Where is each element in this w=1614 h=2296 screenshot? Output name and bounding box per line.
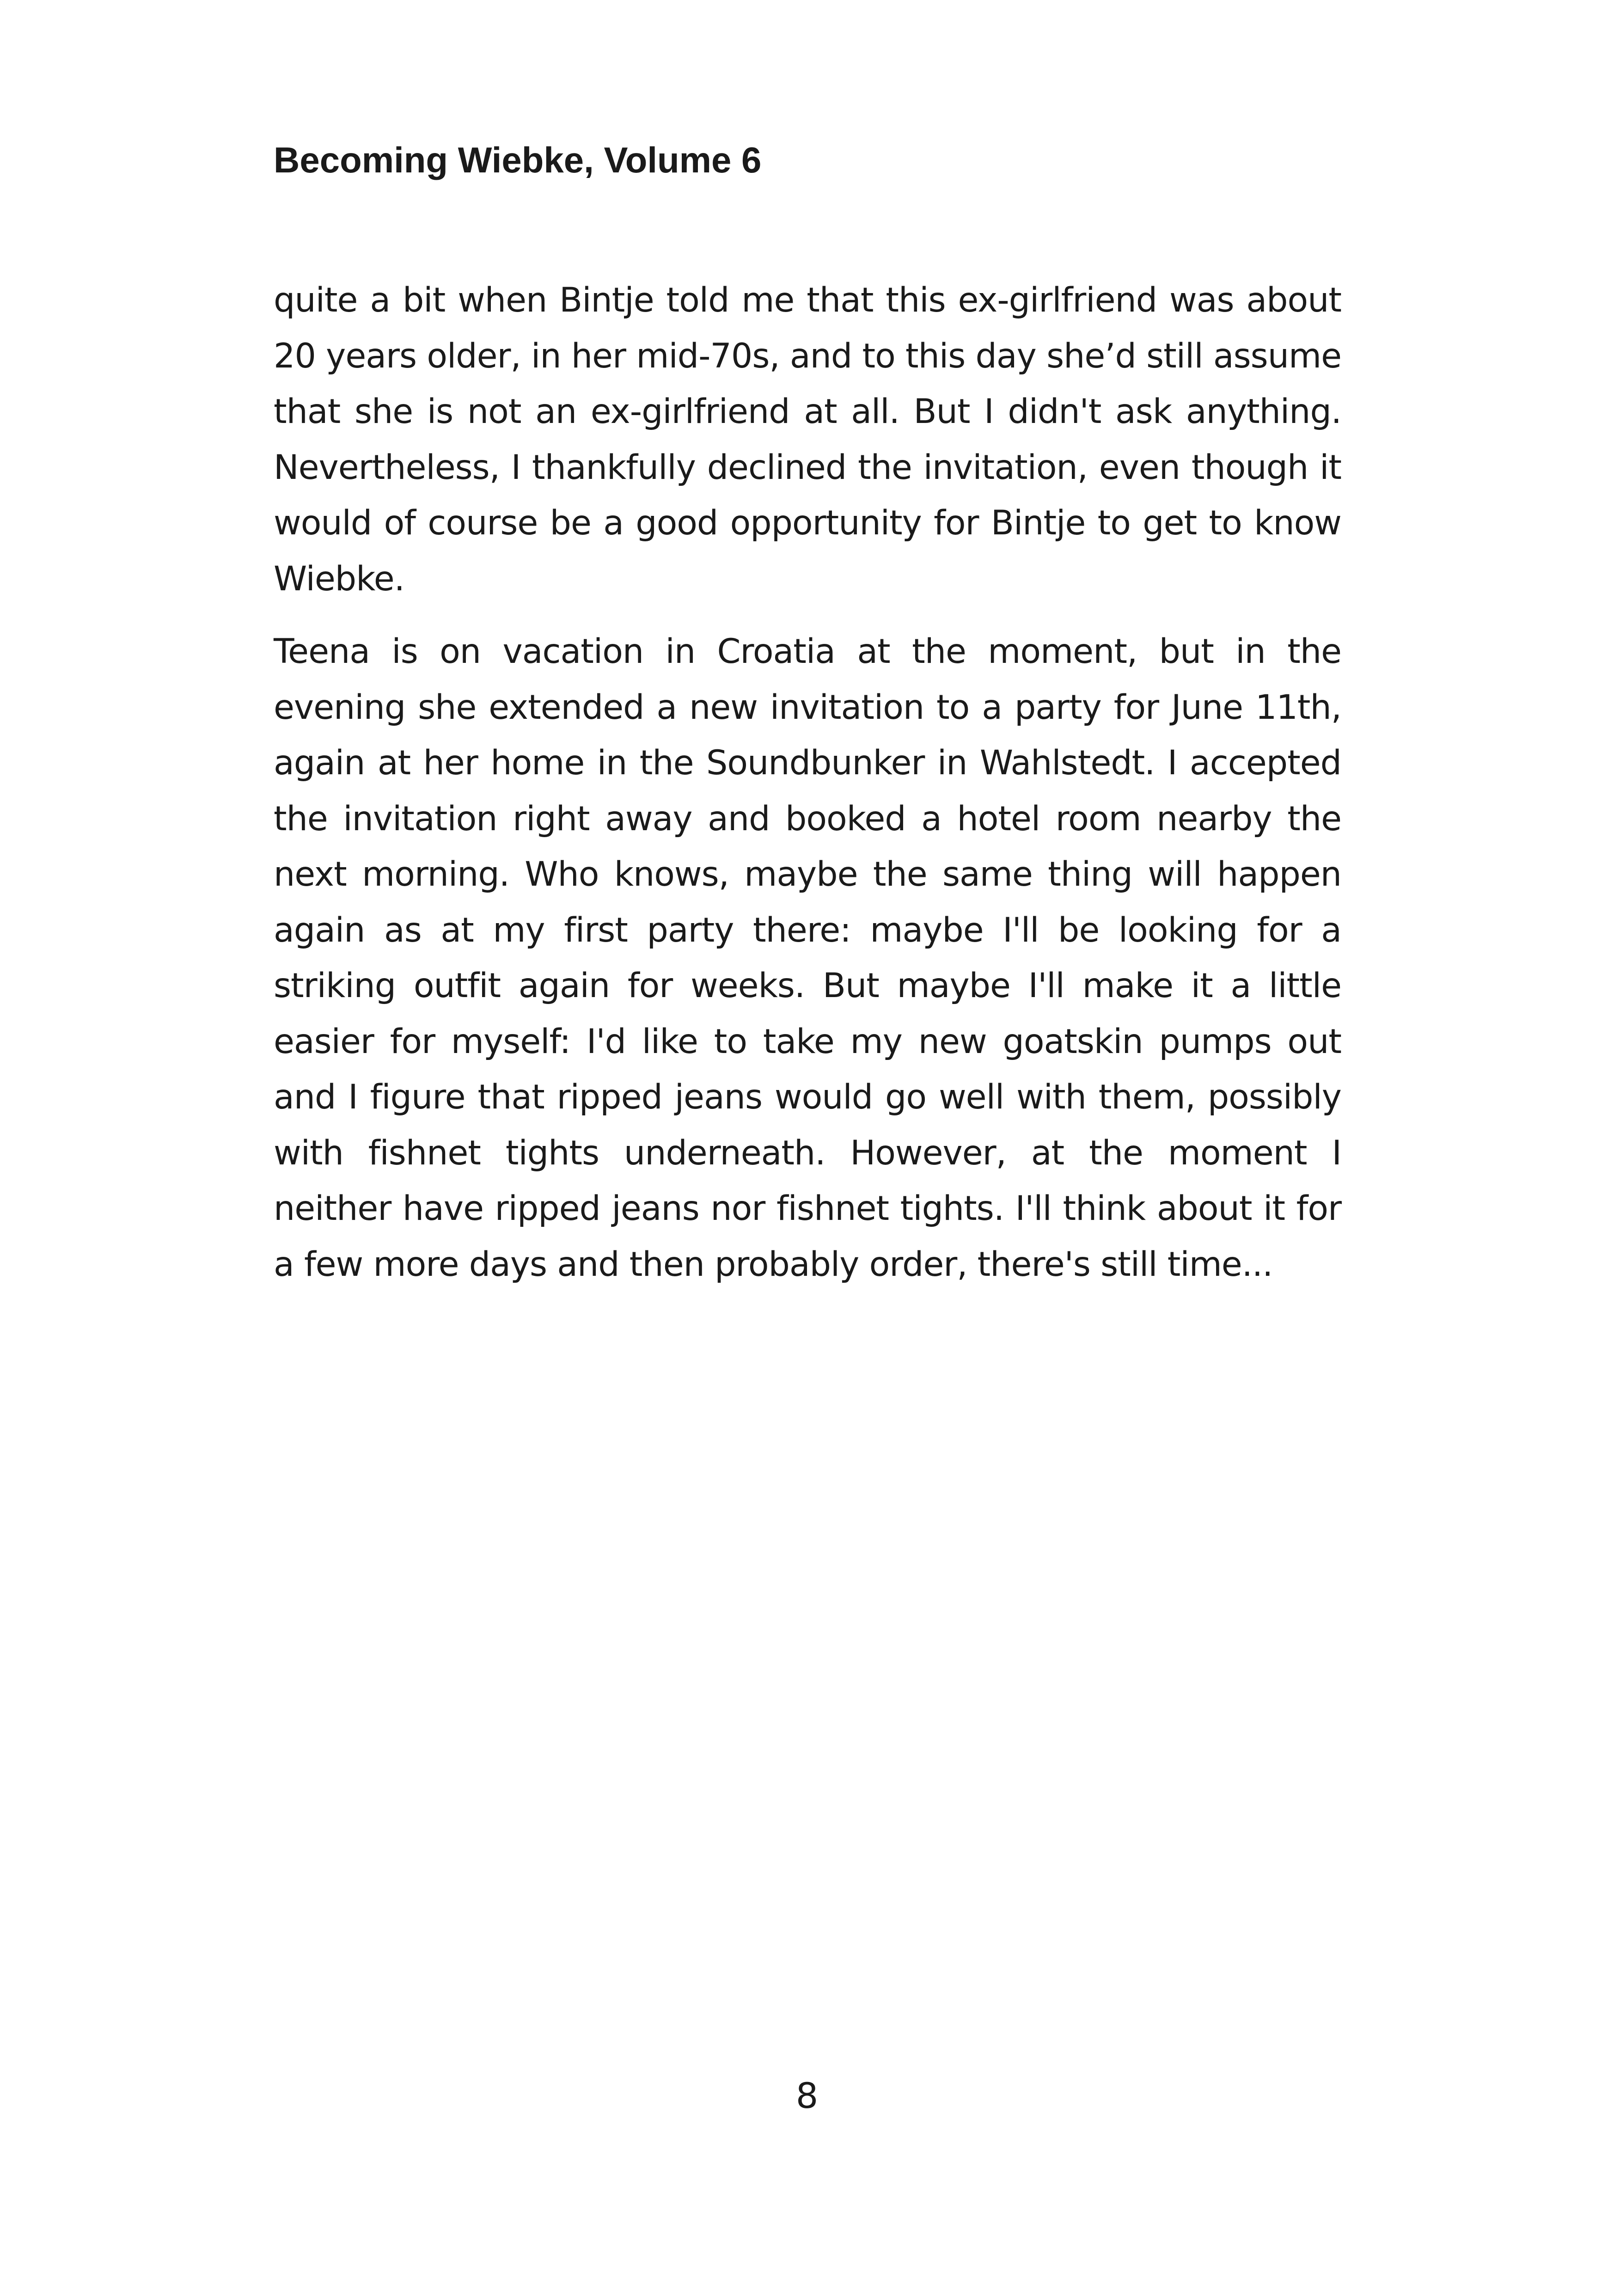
- paragraph: Teena is on vacation in Croatia at the moment, but in the evening she extended a new invitation to a party for June 11th, again at her home in the Soundbunker in Wahlstedt. I accepted the invitation right away and booked a hotel room nearby the next morning. Who knows, maybe the same thing will happen again as at my first party there: maybe I'll be looking for a striking outfit again for weeks. But maybe I'll make it a little easier for myself: I'd like to take my new goatskin pumps out and I figure that ripped jeans would go well with them, possibly with fishnet tights underneath. However, at the moment I neither have ripped jeans nor fishnet tights. I'll think about it for a few more days and then probably order, there's still time...: [274, 632, 1341, 1284]
- running-header-title: Becoming Wiebke, Volume 6: [274, 140, 762, 180]
- page-number: 8: [795, 2075, 819, 2116]
- body-text: [274, 273, 1341, 1310]
- paragraph: quite a bit when Bintje told me that this ex-girlfriend was about 20 years older, in her mid-70s, and to this day she’d still assume that she is not an ex-girlfriend at all. But I didn't ask anything. Nevertheless, I thankfully declined the invitation, even though it would of course be a good opportunity for Bintje to get to know Wiebke.: [274, 281, 1341, 599]
